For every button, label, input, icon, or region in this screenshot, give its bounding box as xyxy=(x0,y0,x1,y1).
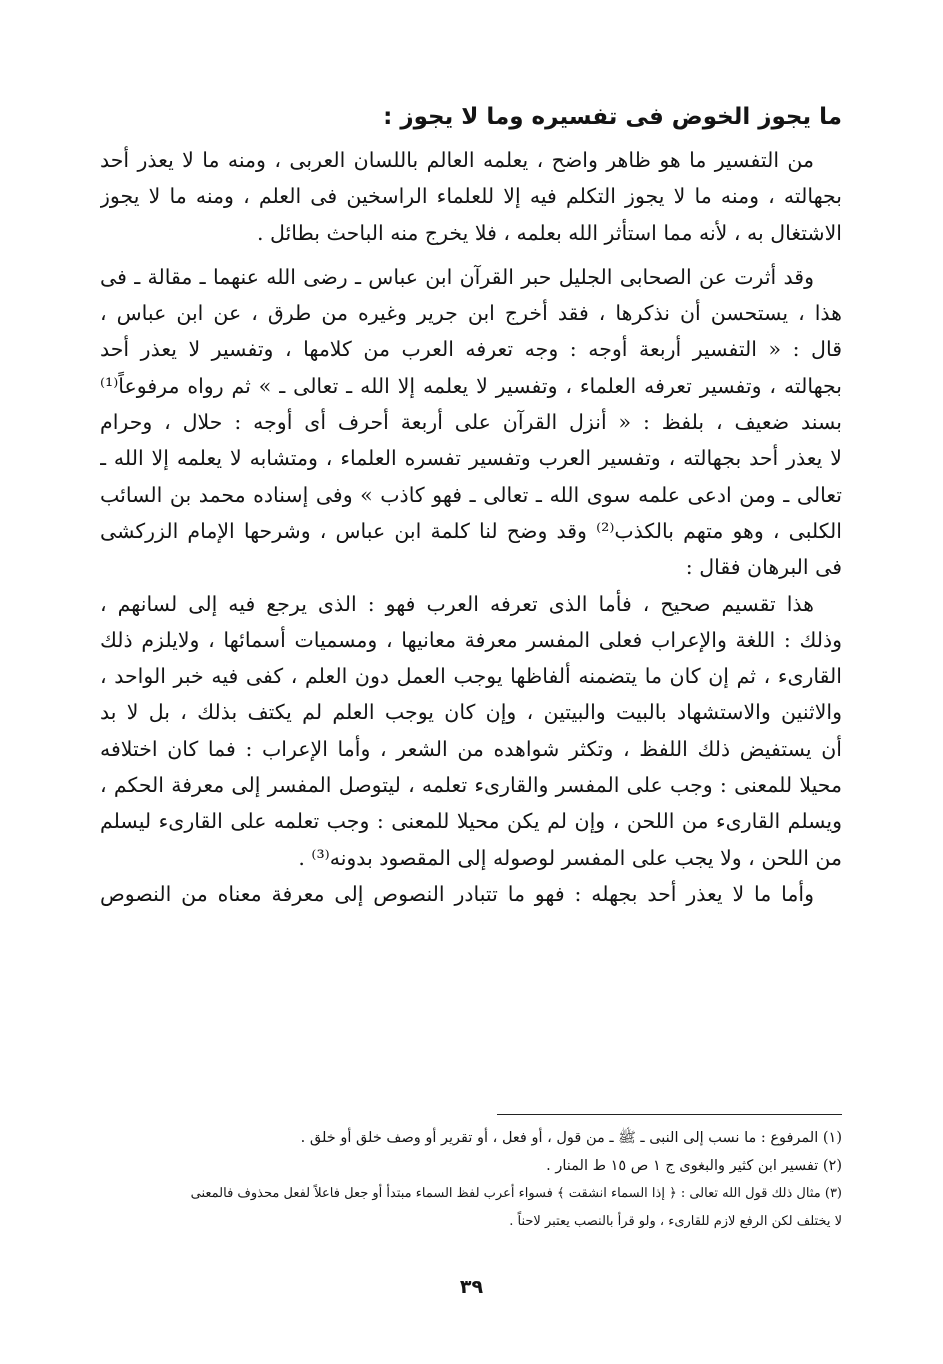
text-line: بجهالته ، ومنه ما لا يجوز التكلم فيه إلا للعلماء الراسخين فى العلم ، ومنه ما لا يجوز xyxy=(100,184,842,209)
section-heading: ما يجوز الخوض فى تفسيره وما لا يجوز : xyxy=(383,104,842,130)
text-line: تعالى ـ ومن ادعى علمه سوى الله ـ تعالى ـ فهو كاذب » وفى إسناده محمد بن السائب xyxy=(100,482,842,507)
paragraph-2 xyxy=(100,259,842,586)
footnote-2: (٢) تفسير ابن كثير والبغوى ج ١ ص ١٥ ط المنار . xyxy=(546,1158,842,1174)
paragraph-3 xyxy=(100,586,842,876)
footnotes xyxy=(100,1124,842,1236)
page-number: ٣٩ xyxy=(459,1276,484,1298)
footnote-3: (٣) مثال ذلك قول الله تعالى : ﴿ إذا السماء انشقت ﴾ فسواء أعرب لفظ السماء مبتدأ أو جعل فاعلاً لفعل محذوف فالمعنى xyxy=(190,1186,842,1201)
text-line: والاثنين والاستشهاد بالبيت والبيتين ، وإن كان يوجب العلم لم يكتف بذلك ، بل لا بد xyxy=(100,700,842,725)
text-line: هذا تقسيم صحيح ، فأما الذى تعرفه العرب فهو : الذى يرجع فيه إلى لسانهم ، xyxy=(100,591,814,616)
text-line: ويسلم القارىء من اللحن ، وإن لم يكن محيلا للمعنى : وجب تعلمه على القارىء ليسلم xyxy=(100,809,842,834)
text-line: وأما ما لا يعذر أحد بجهله : فهو ما تتبادر النصوص إلى معرفة معناه من النصوص xyxy=(100,881,814,906)
footnote-1: (١) المرفوع : ما نسب إلى النبى ـ ﷺ ـ من قول ، أو فعل ، أو تقرير أو وصف خلق أو خلق . xyxy=(300,1130,842,1146)
text-line: الاشتغال به ، لأنه مما استأثر الله بعلمه ، فلا يخرج منه الباحث بطائل . xyxy=(256,220,842,245)
text-line: قال : « التفسير أربعة أوجه : وجه تعرفه العرب من كلامها ، وتفسير لا يعذر أحد xyxy=(100,337,842,362)
text-line: محيلا للمعنى : وجب على المفسر والقارىء تعلمه ، ليتوصل المفسر إلى معرفة الحكم ، xyxy=(100,773,842,798)
footnote-divider xyxy=(497,1114,842,1115)
text-line: فى البرهان فقال : xyxy=(685,555,842,580)
text-line: أن يستفيض ذلك اللفظ ، وتكثر شواهده من الشعر ، وأما الإعراب : فما كان اختلافه xyxy=(100,736,842,761)
text-line: من التفسير ما هو ظاهر واضح ، يعلمه العالم باللسان العربى ، ومنه ما لا يعذر أحد xyxy=(100,148,814,172)
text-line: لا يعذر أحد بجهالته ، وتفسير العرب وتفسير تفسره العلماء ، ومتشابه لا يعلمه إلا الله ـ xyxy=(100,446,842,471)
text-line: وذلك : اللغة والإعراب فعلى المفسر معرفة معانيها ، ومسميات أسمائها ، ولايلزم ذلك xyxy=(100,627,842,652)
text-line: من اللحن ، ولا يجب على المفسر لوصوله إلى المقصود بدونه⁽³⁾ . xyxy=(298,845,842,870)
paragraph-4 xyxy=(100,876,842,912)
paragraph-1 xyxy=(100,142,842,251)
text-line: بسند ضعيف ، بلفظ : « أنزل القرآن على أربعة أحرف أى أوجه : حلال ، وحرام xyxy=(100,410,842,435)
footnote-3-continued: لا يختلف لكن الرفع لازم للقارىء ، ولو قرأ بالنصب يعتبر لاحناً . xyxy=(509,1214,842,1229)
text-line: وقد أثرت عن الصحابى الجليل حبر القرآن ابن عباس ـ رضى الله عنهما ـ مقالة ـ فى xyxy=(100,264,814,289)
text-line: القارىء ، ثم إن كان ما يتضمنه ألفاظها يوجب العمل دون العلم ، كفى فيه خبر الواحد ، xyxy=(100,664,842,689)
text-line: بجهالته ، وتفسير تعرفه العلماء ، وتفسير لا يعلمه إلا الله ـ تعالى ـ » ثم رواه مرفوعاً⁽¹⁾ xyxy=(100,373,842,398)
text-line: هذا ، يستحسن أن نذكرها ، فقد أخرج ابن جرير وغيره من طرق ، عن ابن عباس ، xyxy=(100,301,842,326)
page-body xyxy=(100,92,842,912)
text-line: الكلبى ، وهو متهم بالكذب⁽²⁾ وقد وضح لنا كلمة ابن عباس ، وشرحها الإمام الزركشى xyxy=(100,518,842,543)
